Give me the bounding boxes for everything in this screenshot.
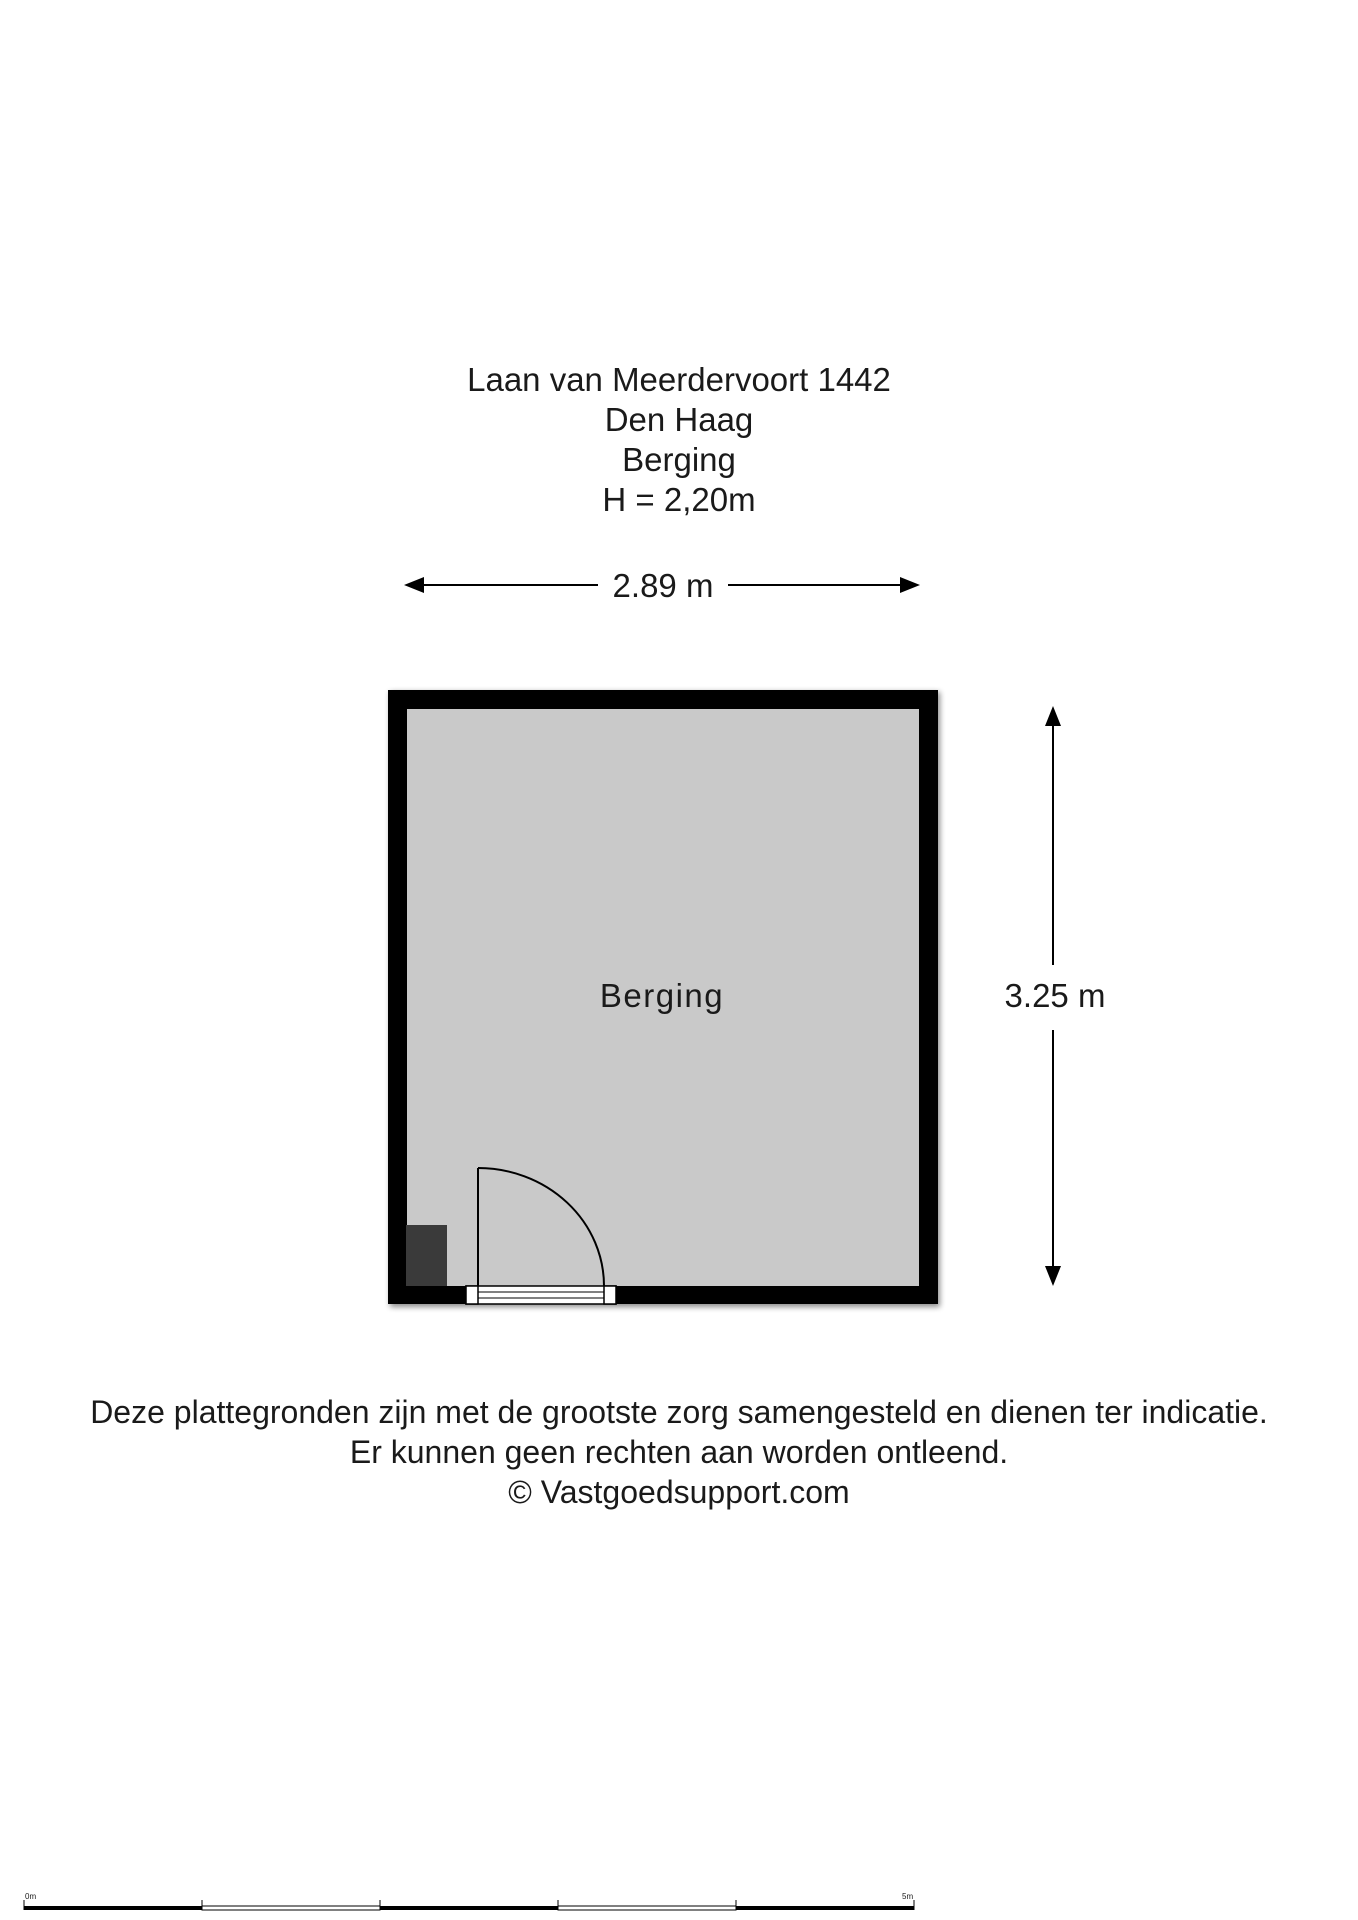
door-threshold [466,1286,616,1304]
arrow-left-icon [404,577,424,593]
scale-segment [380,1906,558,1910]
arrow-right-icon [900,577,920,593]
scale-segment [736,1906,914,1910]
door-jamb-right [604,1286,616,1304]
address-title: Laan van Meerdervoort 1442 [467,361,891,398]
scale-end-label: 5m [902,1892,914,1901]
room-label: Berging [599,977,725,1014]
city-title: Den Haag [604,401,754,438]
ceiling-height: H = 2,20m [602,481,756,518]
scale-segment [24,1906,202,1910]
plan-footer [0,1392,1358,1512]
width-label: 2.89 m [612,567,714,604]
utility-fixture [406,1225,447,1286]
depth-dimension [1005,706,1106,1286]
copyright-line: © Vastgoedsupport.com [508,1474,850,1510]
disclaimer-line-2: Er kunnen geen rechten aan worden ontleend. [349,1434,1009,1470]
door-jamb-left [466,1286,478,1304]
arrow-down-icon [1045,1266,1061,1286]
floor-title: Berging [622,441,736,478]
scale-segment [558,1906,736,1910]
disclaimer-line-1: Deze plattegronden zijn met de grootste zorg samengesteld en dienen ter indicatie. [90,1394,1268,1430]
width-dimension [404,567,920,604]
depth-label: 3.25 m [1004,977,1106,1014]
arrow-up-icon [1045,706,1061,726]
scale-start-label: 0m [25,1892,37,1901]
scale-bar [24,1892,914,1910]
scale-segment [202,1906,380,1910]
